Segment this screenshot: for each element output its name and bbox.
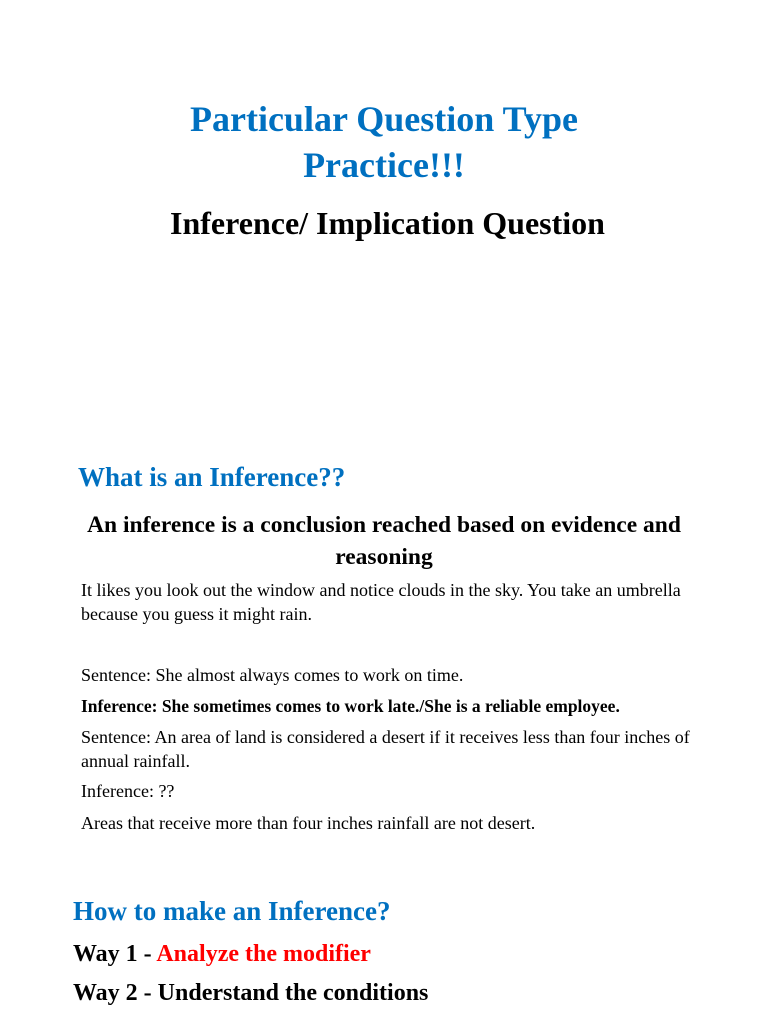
way-1 [73, 939, 371, 969]
way-1-prefix: Way 1 - [73, 941, 157, 967]
sentence-2: Sentence: An area of land is considered a desert if it receives less than four inches of annual rainfall. [81, 727, 690, 771]
inference-definition: An inference is a conclusion reached based on evidence and reasoning [87, 512, 681, 570]
sentence-1: Sentence: She almost always comes to work on time. [81, 665, 464, 685]
page-subtitle: Inference/ Implication Question [170, 205, 605, 241]
inference-2: Inference: ?? [81, 781, 175, 801]
page-title [0, 96, 768, 188]
page-title-line-1: Particular Question Type [189, 99, 578, 139]
section-heading-what-is-inference: What is an Inference?? [78, 462, 346, 492]
example-paragraph: It likes you look out the window and notice clouds in the sky. You take an umbrella because you guess it might rain. [81, 580, 681, 624]
page-title-line-2: Practice!!! [303, 145, 465, 185]
cut-off-text [73, 1012, 713, 1024]
way-1-highlight: Analyze the modifier [156, 941, 371, 967]
answer-2: Areas that receive more than four inches rainfall are not desert. [81, 813, 536, 833]
section-heading-how-to-make-inference: How to make an Inference? [73, 896, 391, 926]
inference-1: Inference: She sometimes comes to work late./She is a reliable employee. [81, 696, 620, 716]
cut-off-text-line [73, 1012, 713, 1024]
way-2: Way 2 - Understand the conditions [73, 980, 429, 1006]
